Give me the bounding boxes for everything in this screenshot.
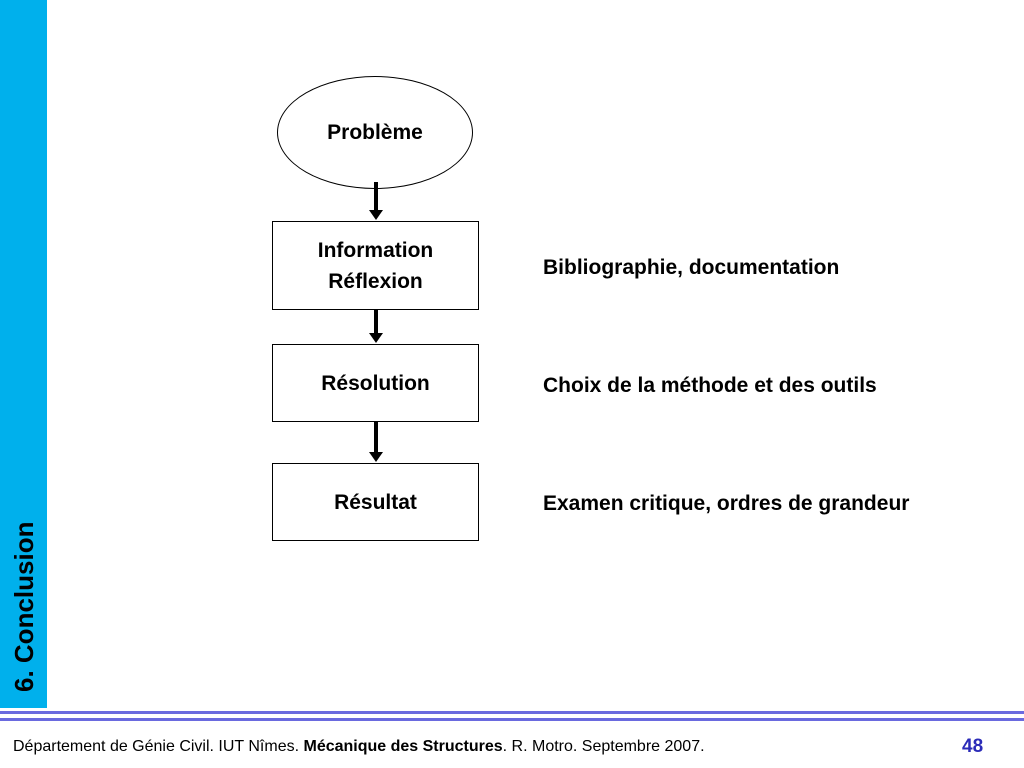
resolution-node-label: Résolution	[321, 371, 430, 395]
page-number: 48	[962, 736, 984, 757]
arrow-resolution-to-result	[369, 422, 383, 462]
information-note: Bibliographie, documentation	[543, 256, 840, 279]
section-title: 6. Conclusion	[9, 521, 39, 692]
information-node-line-1: Information	[317, 238, 434, 262]
footer-credits-part-1: Département de Génie Civil. IUT Nîmes.	[13, 738, 304, 755]
footer-credits-part-2: . R. Motro. Septembre 2007.	[502, 738, 705, 755]
arrow-information-to-resolution	[369, 310, 383, 343]
resolution-note: Choix de la méthode et des outils	[543, 374, 877, 397]
footer-credits	[13, 738, 705, 756]
problem-node: Problème	[277, 76, 473, 189]
footer-divider-top	[0, 711, 1024, 714]
footer-divider-bottom	[0, 718, 1024, 721]
result-note: Examen critique, ordres de grandeur	[543, 492, 910, 515]
information-node-line-2: Réflexion	[328, 269, 423, 293]
footer-course-title: Mécanique des Structures	[303, 738, 503, 755]
arrow-problem-to-information	[369, 182, 383, 220]
result-node-label: Résultat	[334, 490, 417, 514]
